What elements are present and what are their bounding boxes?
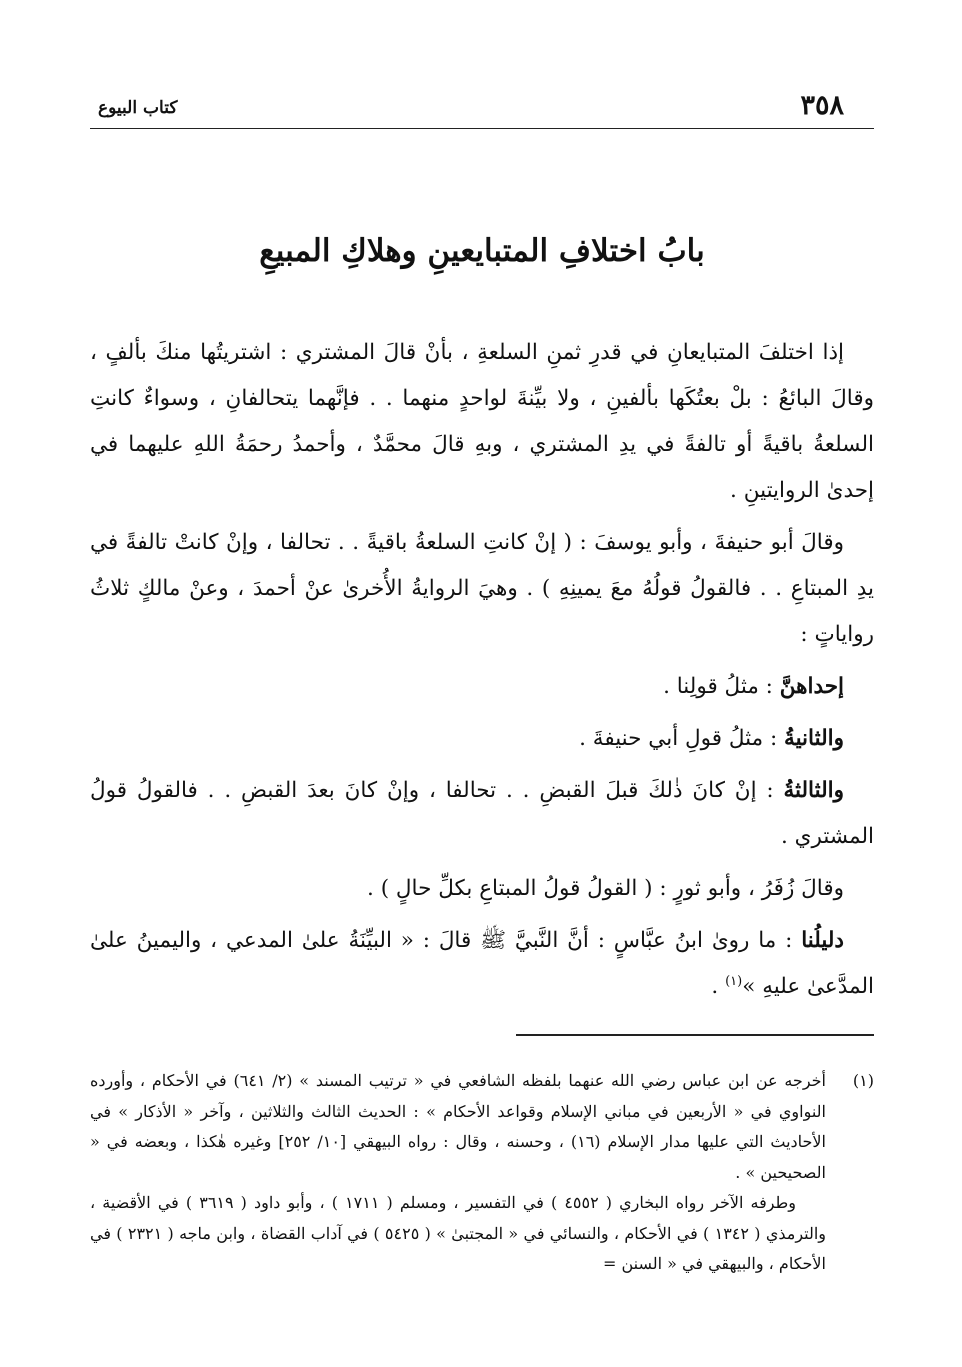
paragraph-7 (90, 918, 874, 1010)
paragraph-5-text: : إنْ كانَ ذٰلكَ قبلَ القبضِ . . تحالفا ، وإنْ كانَ بعدَ القبضِ . . فالقولُ قولُ المشتري . (90, 778, 874, 849)
paragraph-4-text: : مثلُ قولِ أبي حنيفةَ . (579, 726, 785, 751)
paragraph-7-end: . (711, 974, 726, 999)
main-text (90, 330, 874, 1016)
footnote-body (90, 1066, 826, 1280)
paragraph-3-text: : مثلُ قولِنا . (663, 674, 780, 699)
footnote-1 (90, 1066, 874, 1280)
footnote-1-paragraph-1: أخرجه عن ابن عباس رضي الله عنهما بلفظه الشافعي في « ترتيب المسند » (٢/ ٦٤١) في الأحكام ، وأورده النواوي في « الأربعين في مباني الإسلام وقواعد الأحكام » : الحديث الثالث والثلاثين ، وآخر « الأذكار » في الأحاديث التي عليها مدار الإسلام (١٦) ، وحسنه ، وقال : رواه البيهقي [١٠/ ٢٥٢] وغيره هٰكذا ، وبعضه في « الصحيحين » . (90, 1071, 826, 1182)
footnote-separator (516, 1034, 874, 1036)
book-title: كتاب البيوع (98, 98, 178, 118)
running-header (90, 88, 874, 129)
paragraph-7-label: دليلُنا (801, 928, 844, 953)
paragraph-3 (90, 664, 874, 710)
paragraph-4 (90, 716, 874, 762)
footnote-1-paragraph-2: وطرفه الآخر رواه البخاري ( ٤٥٥٢ ) في التفسير ، ومسلم ( ١٧١١ ) ، وأبو داود ( ٣٦١٩ ) في الأقضية ، والترمذي ( ١٣٤٢ ) في الأحكام ، والنسائي في « المجتبىٰ » ( ٥٤٢٥ ) في آداب القضاة ، وابن ماجه ( ٢٣٢١ ) في الأحكام ، والبيهقي في « السنن = (90, 1193, 827, 1273)
paragraph-5-label: والثالثةُ (783, 778, 844, 803)
paragraph-5 (90, 768, 874, 860)
footnote-number: (١) (852, 1071, 874, 1090)
paragraph-3-label: إحداهنَّ (779, 674, 844, 699)
footnote-ref-1[interactable]: (١) (725, 973, 743, 989)
chapter-title: بابُ اختلافِ المتبايعينِ وهلاكِ المبيعِ (259, 233, 705, 269)
document-page (90, 0, 874, 1367)
page-number: ٣٥٨ (800, 90, 844, 121)
paragraph-7-text: : ما روىٰ ابنُ عبَّاسٍ : أنَّ النَّبيَّ ﷺ قالَ : « البيِّنَةُ علىٰ المدعي ، واليمينُ علىٰ المدَّعىٰ عليهِ » (90, 928, 874, 999)
paragraph-2: وقالَ أبو حنيفةَ ، وأبو يوسفَ : ( إنْ كانتِ السلعةُ باقيةً . . تحالفا ، وإنْ كانتْ تالفةً في يدِ المبتاعِ . . فالقولُ قولُهُ معَ يمينِهِ ) . وهيَ الروايةُ الأُخرىٰ عنْ أحمدَ ، وعنْ مالكٍ ثلاثُ رواياتٍ : (90, 530, 874, 647)
paragraph-6: وقالَ زُفَرُ ، وأبو ثورٍ : ( القولُ قولُ المبتاعِ بكلِّ حالٍ ) . (367, 876, 844, 901)
paragraph-4-label: والثانيةُ (784, 726, 844, 751)
paragraph-1: إذا اختلفَ المتبايعانِ في قدرِ ثمنِ السلعةِ ، بأنْ قالَ المشتري : اشتريتُها منكَ بألفٍ ، وقالَ البائعُ : بلْ بعتُكَها بألفينِ ، ولا بيِّنةَ لواحدٍ منهما . . فإنَّهما يتحالفانِ ، وسواءٌ كانتِ السلعةُ باقيةً أو تالفةً في يدِ المشتري ، وبهِ قالَ محمَّدٌ ، وأحمدُ رحمَةُ اللهِ عليهما في إحدىٰ الروايتينِ . (90, 340, 874, 503)
footnotes (90, 1066, 874, 1280)
